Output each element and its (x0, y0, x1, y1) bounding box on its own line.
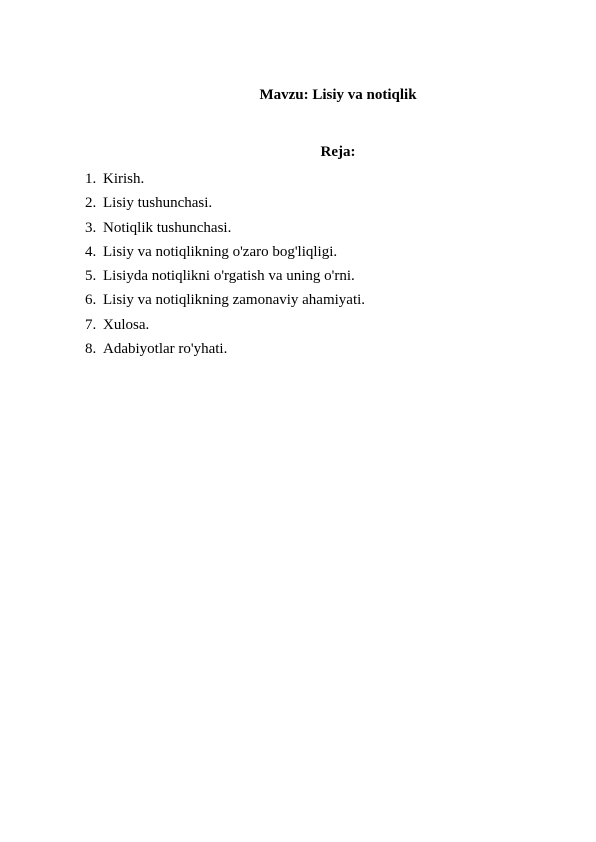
plan-item-number: 7. (85, 316, 97, 333)
plan-item (85, 167, 365, 191)
plan-item-number: 5. (85, 268, 97, 285)
plan-heading: Reja: (320, 144, 356, 160)
plan-item-text: Xulosa. (103, 316, 150, 333)
plan-item-number: 8. (85, 341, 97, 358)
plan-item-text: Lisiy va notiqlikning zamonaviy ahamiyati. (103, 292, 366, 309)
plan-item (85, 264, 365, 288)
plan-item-text: Lisiy tushunchasi. (103, 195, 213, 212)
plan-item (85, 191, 365, 215)
plan-item-text: Adabiyotlar ro'yhati. (103, 341, 228, 358)
plan-item (85, 337, 365, 361)
plan-item (85, 240, 365, 264)
plan-item-number: 1. (85, 171, 97, 187)
plan-item (85, 288, 365, 312)
plan-item-number: 6. (85, 292, 97, 309)
document-title: Mavzu: Lisiy va notiqlik (259, 87, 417, 103)
plan-list (85, 167, 365, 361)
plan-item-number: 2. (85, 195, 97, 212)
plan-item-number: 3. (85, 219, 97, 236)
plan-item-number: 4. (85, 243, 97, 260)
plan-item-text: Notiqlik tushunchasi. (103, 219, 232, 236)
plan-item (85, 216, 365, 240)
plan-item-text: Lisiyda notiqlikni o'rgatish va uning o'rni. (103, 268, 355, 285)
plan-item (85, 313, 365, 337)
plan-item-text: Kirish. (103, 171, 145, 187)
plan-item-text: Lisiy va notiqlikning o'zaro bog'liqligi. (103, 243, 338, 260)
